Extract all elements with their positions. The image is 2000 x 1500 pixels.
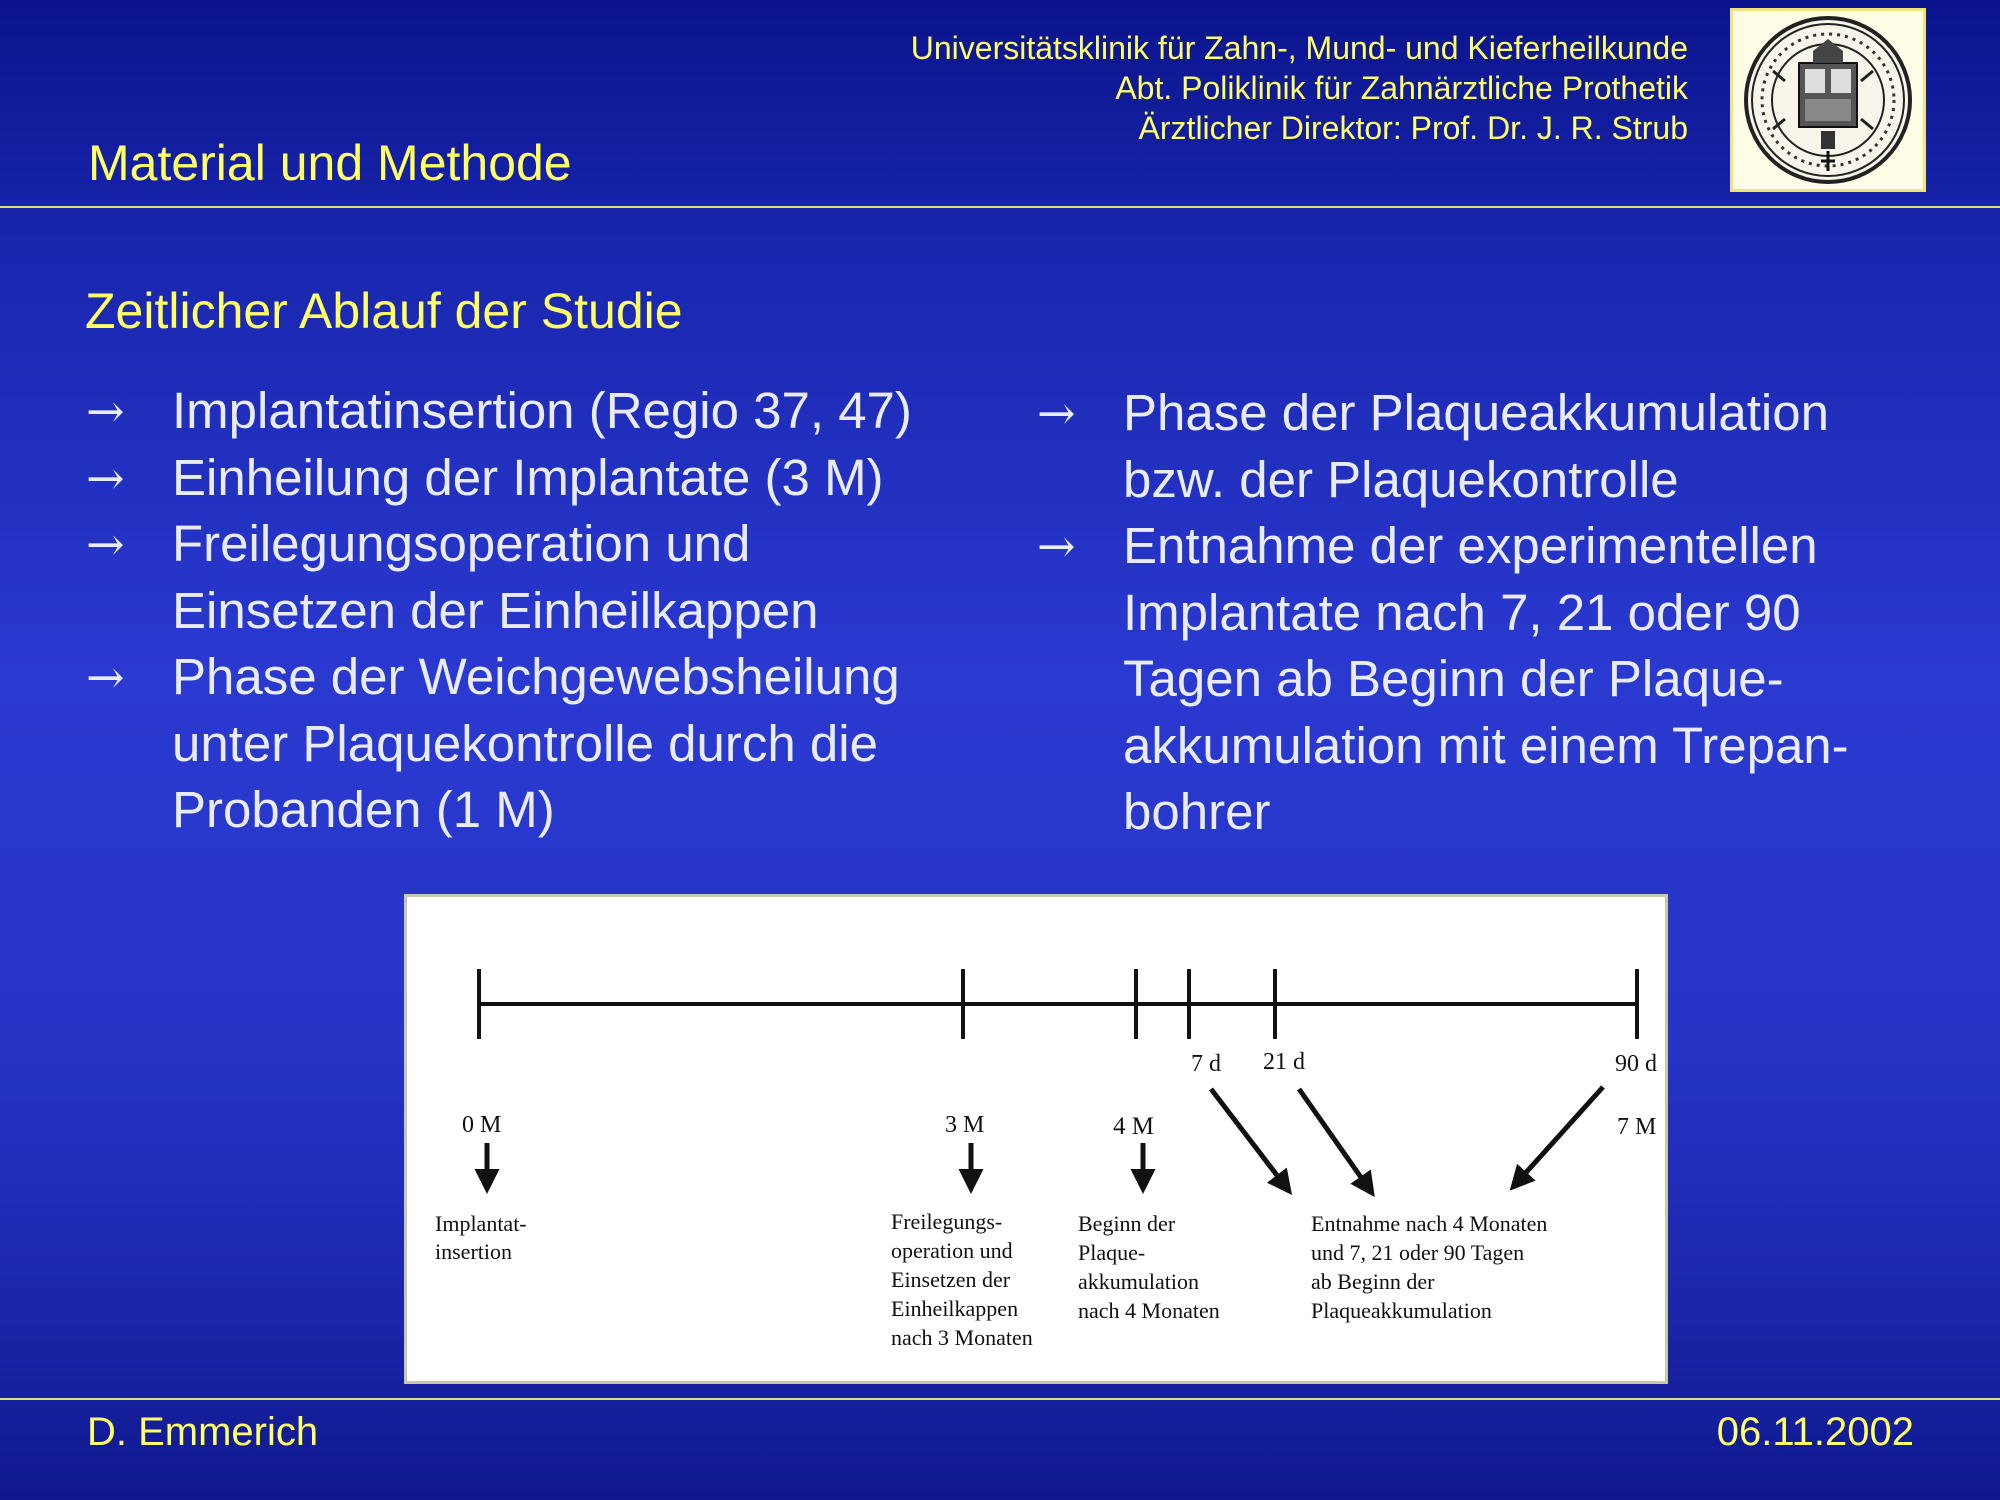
bullet-text: Probanden (1 M)	[172, 781, 555, 838]
caption-uncovering	[891, 1209, 1033, 1350]
svg-text:Einheilkappen: Einheilkappen	[891, 1296, 1019, 1321]
caption-insertion	[435, 1211, 527, 1264]
timeline-figure	[404, 894, 1668, 1384]
header-divider	[0, 206, 2000, 208]
svg-text:akkumulation: akkumulation	[1078, 1269, 1199, 1294]
list-item	[1037, 380, 1967, 513]
svg-text:Plaqueakkumulation: Plaqueakkumulation	[1311, 1298, 1492, 1323]
bullet-text: Tagen ab Beginn der Plaque-	[1123, 650, 1784, 707]
list-item	[86, 511, 1026, 644]
institution-line-2: Abt. Poliklinik für Zahnärztliche Prothetik	[1115, 70, 1688, 106]
svg-text:Implantat-: Implantat-	[435, 1211, 527, 1236]
bullet-text: Einsetzen der Einheilkappen	[172, 581, 819, 639]
bullet-text: akkumulation mit einem Trepan-	[1123, 716, 1849, 774]
institution-header	[911, 28, 1688, 148]
bullet-text: bzw. der Plaquekontrolle	[1123, 450, 1679, 508]
bullet-text: Implantatinsertion (Regio 37, 47)	[172, 382, 912, 439]
institution-line-3: Ärztlicher Direktor: Prof. Dr. J. R. Strub	[1138, 110, 1688, 146]
caption-plaque-start	[1078, 1211, 1220, 1323]
svg-text:Entnahme nach 4 Monaten: Entnahme nach 4 Monaten	[1311, 1211, 1548, 1236]
list-item	[86, 378, 1026, 445]
svg-text:Plaque-: Plaque-	[1078, 1240, 1146, 1265]
bullet-text: bohrer	[1123, 783, 1271, 840]
label-3m: 3 M	[945, 1112, 985, 1138]
svg-text:ab Beginn der: ab Beginn der	[1311, 1269, 1435, 1294]
svg-text:und 7, 21 oder 90 Tagen: und 7, 21 oder 90 Tagen	[1311, 1240, 1525, 1265]
bullet-arrow-icon: →	[1037, 519, 1076, 573]
page-title: Material und Methode	[88, 135, 572, 191]
bullet-text: Freilegungsoperation und	[172, 515, 751, 572]
label-21d: 21 d	[1263, 1049, 1305, 1075]
label-4m: 4 M	[1113, 1113, 1154, 1140]
caption-removal	[1311, 1211, 1547, 1323]
bullet-arrow-icon: →	[86, 650, 125, 704]
arrow-7d-icon	[1211, 1089, 1289, 1191]
right-bullet-list	[1037, 380, 1967, 846]
arrow-90d-icon	[1513, 1087, 1603, 1187]
bullet-arrow-icon: →	[86, 517, 125, 571]
university-seal-icon	[1730, 8, 1926, 192]
bullet-text: unter Plaquekontrolle durch die	[172, 714, 878, 772]
footer-date: 06.11.2002	[1716, 1410, 1914, 1454]
svg-text:operation und: operation und	[891, 1238, 1013, 1263]
label-90d: 90 d	[1615, 1051, 1657, 1077]
section-title: Zeitlicher Ablauf der Studie	[85, 283, 683, 339]
label-7m: 7 M	[1617, 1114, 1657, 1140]
svg-text:Einsetzen der: Einsetzen der	[891, 1267, 1011, 1292]
bullet-arrow-icon: →	[86, 384, 125, 438]
list-item	[86, 644, 1026, 844]
footer-divider	[0, 1398, 2000, 1400]
bullet-text: Einheilung der Implantate (3 M)	[172, 448, 884, 506]
bullet-text: Implantate nach 7, 21 oder 90	[1123, 583, 1801, 641]
bullet-text: Entnahme der experimentellen	[1123, 517, 1818, 574]
svg-text:insertion: insertion	[435, 1239, 512, 1264]
label-7d: 7 d	[1191, 1051, 1221, 1077]
svg-text:Freilegungs-: Freilegungs-	[891, 1209, 1003, 1234]
institution-line-1: Universitätsklinik für Zahn-, Mund- und Kieferheilkunde	[910, 30, 1688, 66]
svg-text:nach 3 Monaten: nach 3 Monaten	[891, 1325, 1033, 1350]
footer-author: D. Emmerich	[87, 1410, 319, 1454]
list-item	[1037, 513, 1967, 846]
bullet-text: Phase der Plaqueakkumulation	[1123, 384, 1829, 441]
left-bullet-list	[86, 378, 1026, 844]
svg-text:Beginn der: Beginn der	[1078, 1211, 1176, 1236]
bullet-arrow-icon: →	[86, 450, 125, 505]
svg-text:nach 4 Monaten: nach 4 Monaten	[1078, 1298, 1220, 1323]
bullet-arrow-icon: →	[1037, 386, 1076, 440]
list-item	[86, 445, 1026, 512]
label-0m: 0 M	[462, 1112, 502, 1138]
arrow-21d-icon	[1299, 1089, 1372, 1193]
bullet-text: Phase der Weichgewebsheilung	[172, 648, 900, 705]
